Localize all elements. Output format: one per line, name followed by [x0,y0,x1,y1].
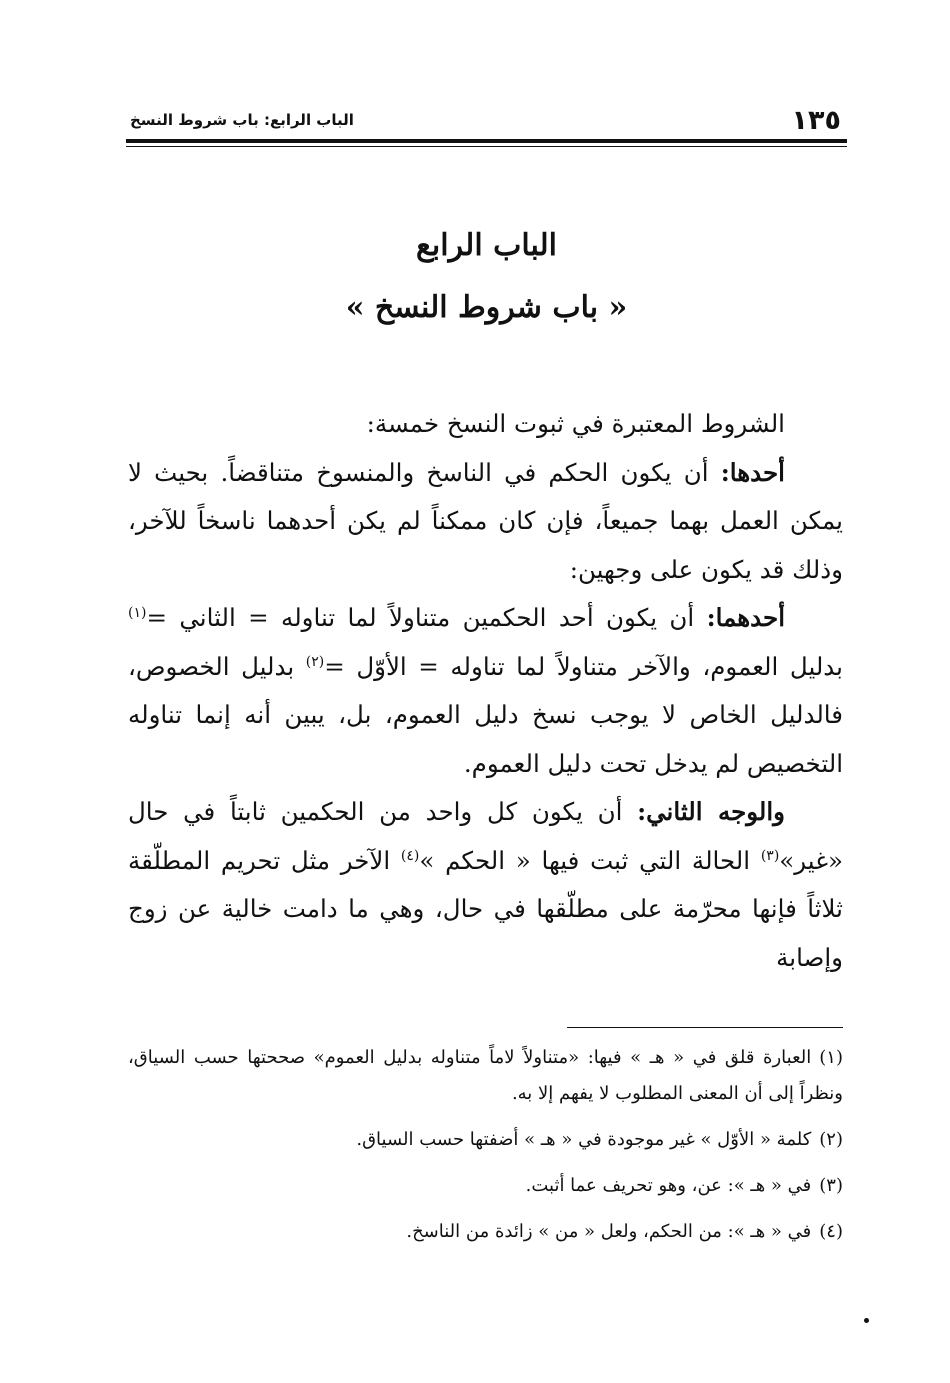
running-title: الباب الرابع: باب شروط النسخ [130,111,354,129]
paragraph-text: بدليل الخصوص، فالدليل الخاص لا يوجب نسخ دليل العموم، بل، يبين أنه إنما تناوله التخصيص لم يدخل تحت دليل العموم. [128,651,843,778]
footnote-ref[interactable]: (٣) [760,847,780,864]
footnote-number: (٣) [819,1175,843,1196]
paragraph-text: الحالة التي ثبت فيها « الحكم » [419,845,761,875]
paragraph-lead: أحدها: [720,457,785,487]
paragraph-lead: والوجه الثاني: [637,797,785,826]
footnote-item [128,1040,843,1112]
page-number: ١٣٥ [791,105,841,136]
footnote-text: في « هـ »: عن، وهو تحريف عما أثبت. [525,1175,812,1196]
footnote-ref[interactable]: (٤) [400,847,420,864]
paragraph-first-aspect [128,594,843,788]
chapter-heading: الباب الرابع [415,228,558,263]
paragraph-text: بدليل العموم، والآخر متناولاً لما تناوله = الأوّل = [324,651,843,681]
footnote-text: العبارة قلق في « هـ » فيها: «متناولاً لاماً متناوله بدليل العموم» صححتها حسب السياق، ونظراً إلى أن المعنى المطلوب لا يفهم إلا به. [128,1047,843,1104]
footnote-text: كلمة « الأوّل » غير موجودة في « هـ » أضفتها حسب السياق. [356,1129,812,1150]
paragraph-first-condition [128,449,843,595]
intro-text: الشروط المعتبرة في ثبوت النسخ خمسة: [366,409,785,438]
paragraph-text: الآخر مثل تحريم المطلّقة ثلاثاً فإنها محرّمة على مطلّقها في حال، وهي ما دامت خالية عن زوج وإصابة [128,845,843,972]
footnote-number: (٤) [819,1221,843,1242]
header-rule-thin [126,146,847,147]
footnote-ref[interactable]: (١) [128,604,147,621]
footnote-separator [567,1027,843,1028]
intro-paragraph [128,400,843,449]
running-header [126,104,847,138]
paragraph-second-aspect [128,788,843,982]
footnote-ref[interactable]: (٢) [305,653,325,670]
paragraph-text: أن يكون الحكم في الناسخ والمنسوخ متناقضاً. بحيث لا يمكن العمل بهما جميعاً، فإن كان ممكناً لم يكن أحدهما ناسخاً للآخر، وذلك قد يكون على وجهين: [128,457,843,584]
footnotes [128,1040,843,1260]
body-text [128,400,843,982]
chapter-subheading: « باب شروط النسخ » [345,290,628,325]
footnote-item [128,1214,843,1250]
header-rule [126,139,847,143]
footnote-number: (٢) [819,1129,843,1150]
paragraph-text: أن يكون كل واحد من الحكمين ثابتاً في حال «غير» [128,797,843,875]
footnote-item [128,1168,843,1204]
footnote-number: (١) [819,1047,843,1068]
footnote-text: في « هـ »: من الحكم، ولعل « من » زائدة من الناسخ. [406,1221,812,1242]
paragraph-text: أن يكون أحد الحكمين متناولاً لما تناوله = الثاني = [146,603,707,632]
scan-speck [864,1318,869,1323]
footnote-item [128,1122,843,1158]
paragraph-lead: أحدهما: [706,603,785,632]
